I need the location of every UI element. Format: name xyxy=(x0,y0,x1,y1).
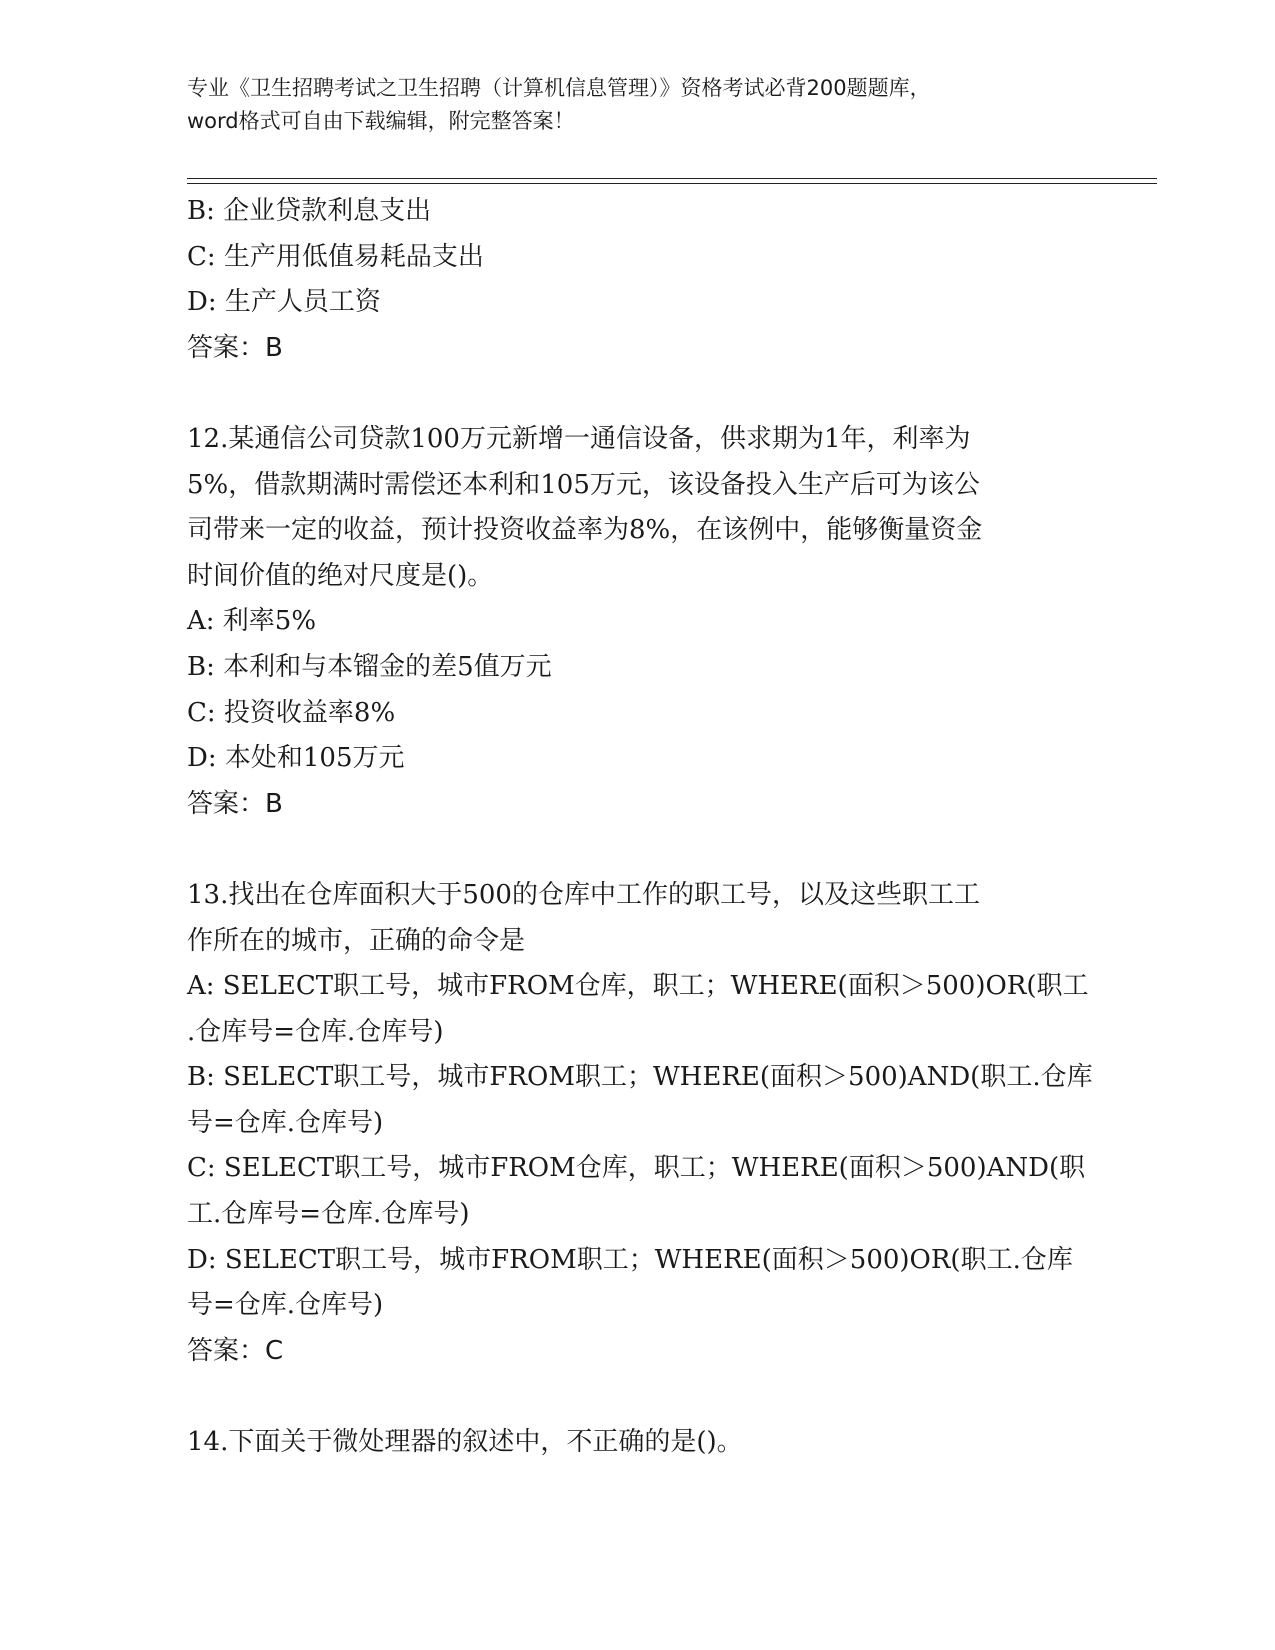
question-stem-line: 5%，借款期满时需偿还本利和105万元，该设备投入生产后可为该公 xyxy=(187,469,980,500)
answer-line: 答案：B xyxy=(187,788,283,819)
question-spacer xyxy=(187,371,1087,417)
question-stem-line: 司带来一定的收益，预计投资收益率为8%，在该例中，能够衡量资金 xyxy=(187,515,983,546)
header-line-2: word格式可自由下载编辑，附完整答案！ xyxy=(187,109,575,133)
header-divider-bottom xyxy=(187,183,1157,184)
option-c-continued: 工.仓库号=仓库.仓库号) xyxy=(187,1199,470,1230)
option-d: D: SELECT职工号，城市FROM职工；WHERE(面积＞500)OR(职工.仓库 xyxy=(187,1244,1073,1275)
question-stem-line: 12.某通信公司贷款100万元新增一通信设备，供求期为1年，利率为 xyxy=(187,423,971,454)
option-b: B: 本利和与本镏金的差5值万元 xyxy=(187,651,552,682)
question-list xyxy=(187,189,1093,1466)
option-c: C: 生产用低值易耗品支出 xyxy=(187,241,484,272)
option-d: D: 生产人员工资 xyxy=(187,287,381,318)
question-stem-line: 13.找出在仓库面积大于500的仓库中工作的职工号，以及这些职工工 xyxy=(187,879,980,910)
option-c: C: SELECT职工号，城市FROM仓库，职工；WHERE(面积＞500)AND(职 xyxy=(187,1153,1086,1184)
answer-line: 答案：C xyxy=(187,1335,284,1366)
question-12 xyxy=(187,417,1087,827)
header-divider-top xyxy=(187,178,1157,179)
question-stem-line: 14.下面关于微处理器的叙述中，不正确的是()。 xyxy=(187,1427,743,1458)
option-a: A: 利率5% xyxy=(187,606,317,637)
option-d: D: 本处和105万元 xyxy=(187,743,405,774)
question-13 xyxy=(187,873,1093,1375)
question-spacer xyxy=(187,1374,1087,1420)
option-b: B: 企业贷款利息支出 xyxy=(187,196,432,226)
document-header xyxy=(187,72,1087,138)
question-stem-line: 时间价值的绝对尺度是()。 xyxy=(187,560,494,591)
question-spacer xyxy=(187,827,1087,873)
option-c: C: 投资收益率8% xyxy=(187,697,396,728)
header-line-1: 专业《卫生招聘考试之卫生招聘（计算机信息管理）》资格考试必背200题题库， xyxy=(187,76,931,100)
answer-line: 答案：B xyxy=(187,332,283,363)
option-b: B: SELECT职工号，城市FROM职工；WHERE(面积＞500)AND(职工.仓库 xyxy=(187,1062,1093,1093)
question-14 xyxy=(187,1420,1087,1466)
option-b-continued: 号=仓库.仓库号) xyxy=(187,1107,384,1138)
question-11-tail xyxy=(187,189,1087,371)
option-d-continued: 号=仓库.仓库号) xyxy=(187,1290,384,1321)
question-stem-line: 作所在的城市，正确的命令是 xyxy=(187,925,526,956)
option-a: A: SELECT职工号，城市FROM仓库，职工；WHERE(面积＞500)OR(职工 xyxy=(187,971,1089,1002)
option-a-continued: .仓库号=仓库.仓库号) xyxy=(187,1016,444,1047)
